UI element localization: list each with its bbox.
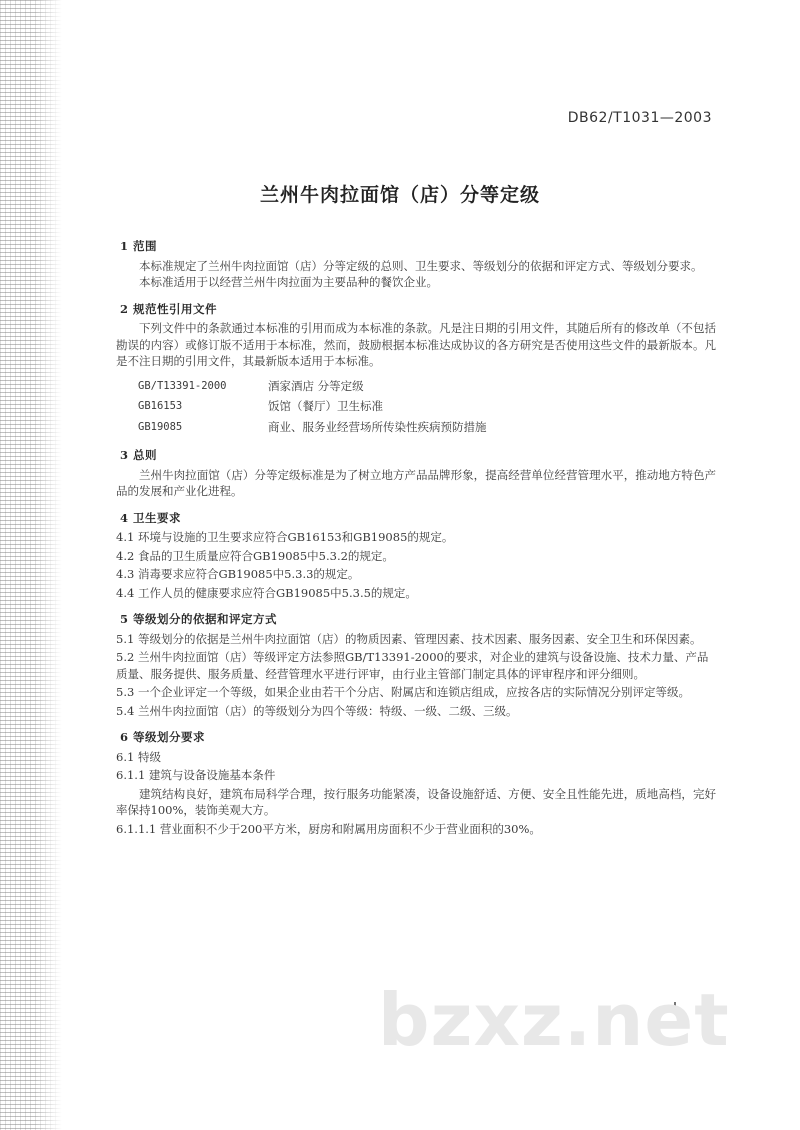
section-heading: 3 总则: [120, 448, 158, 462]
watermark: bzxz.net: [378, 978, 730, 1062]
reference-title: 商业、服务业经营场所传染性疾病预防措施: [268, 419, 487, 434]
section-hygiene-requirements: [116, 510, 716, 602]
clause-item: 4.4 工作人员的健康要求应符合GB19085中5.3.5的规定。: [116, 585, 417, 600]
subsection-heading: 6.1 特级: [116, 749, 161, 764]
section-general-principles: [116, 447, 716, 500]
paragraph: 本标准规定了兰州牛肉拉面馆（店）分等定级的总则、卫生要求、等级划分的依据和评定方式、等级划分要求。: [139, 258, 703, 273]
clause-item: 4.3 消毒要求应符合GB19085中5.3.3的规定。: [116, 567, 360, 581]
standard-code: DB62/T1031—2003: [567, 110, 712, 126]
reference-row: [138, 376, 487, 397]
reference-code: GB16153: [138, 400, 183, 412]
section-heading: 2 规范性引用文件: [120, 301, 218, 316]
section-grading-requirements: [116, 729, 716, 837]
paragraph: 下列文件中的条款通过本标准的引用而成为本标准的条款。凡是注日期的引用文件，其随后所有的修改单（不包括勘误的内容）或修订版不适用于本标准，然而，鼓励根据本标准达成协议的各方研究是否使用这些文件的最新版本。凡是不注日期的引用文件，其最新版本适用于本标准。: [116, 321, 716, 368]
paragraph: 建筑结构良好，建筑布局科学合理，按行服务功能紧凑，设备设施舒适、方便、安全且性能先进，质地高档，完好率保持100%，装饰美观大方。: [116, 786, 716, 817]
reference-title: 饭馆（餐厅）卫生标准: [268, 399, 383, 413]
clause-item: 5.1 等级划分的依据是兰州牛肉拉面馆（店）的物质因素、管理因素、技术因素、服务因素、安全卫生和环保因素。: [116, 631, 702, 646]
clause-item: 5.2 兰州牛肉拉面馆（店）等级评定方法参照GB/T13391-2000的要求，对企业的建筑与设备设施、技术力量、产品质量、服务提供、服务质量、经营管理水平进行评审，由行业主管部门制定具体的评审程序和评分细则。: [116, 650, 709, 681]
clause-item: 4.1 环境与设施的卫生要求应符合GB16153和GB19085的规定。: [116, 530, 454, 544]
reference-list: [138, 376, 487, 438]
reference-code: GB/T13391-2000: [138, 379, 227, 392]
section-normative-references: [116, 301, 716, 438]
section-heading: 6 等级划分要求: [120, 730, 206, 744]
paragraph: 兰州牛肉拉面馆（店）分等定级标准是为了树立地方产品品牌形象，提高经营单位经营管理水平，推动地方特色产品的发展和产业化进程。: [116, 467, 716, 498]
clause-item: 5.3 一个企业评定一个等级，如果企业由若干个分店、附属店和连锁店组成，应按各店的实际情况分别评定等级。: [116, 685, 690, 699]
section-grading-basis: [116, 611, 716, 719]
reference-code: GB19085: [138, 420, 183, 433]
section-heading: 5 等级划分的依据和评定方式: [120, 612, 278, 626]
paragraph: 本标准适用于以经营兰州牛肉拉面为主要品种的餐饮企业。: [139, 275, 438, 289]
reference-row: [138, 417, 487, 438]
section-heading: 1 范围: [120, 239, 158, 253]
reference-title: 酒家酒店 分等定级: [268, 378, 364, 393]
subsection-heading: 6.1.1 建筑与设备设施基本条件: [116, 768, 276, 782]
section-heading: 4 卫生要求: [120, 510, 182, 525]
document-title: 兰州牛肉拉面馆（店）分等定级: [259, 184, 540, 206]
scan-binding-edge: [0, 0, 62, 1130]
document-body: [116, 238, 716, 847]
reference-row: [138, 396, 487, 417]
section-scope: [116, 238, 716, 291]
clause-item: 4.2 食品的卫生质量应符合GB19085中5.3.2的规定。: [116, 548, 394, 563]
clause-item: 6.1.1.1 营业面积不少于200平方米，厨房和附属用房面积不少于营业面积的30%。: [116, 821, 541, 836]
clause-item: 5.4 兰州牛肉拉面馆（店）的等级划分为四个等级：特级、一级、二级、三级。: [116, 703, 518, 718]
